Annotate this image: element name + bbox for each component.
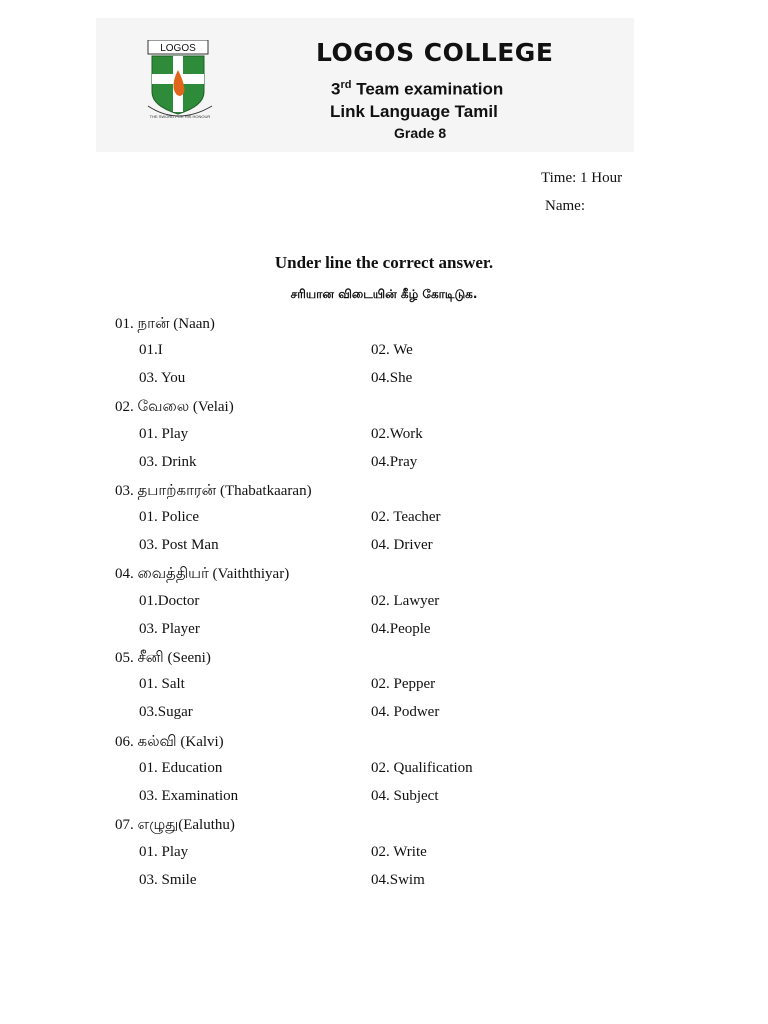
q5-option-4: 04. Podwer [371, 704, 440, 720]
q4-option-4: 04.People [371, 621, 431, 637]
q1-option-2: 02. We [371, 342, 413, 358]
q7-option-4: 04.Swim [371, 872, 425, 888]
instruction-english: Under line the correct answer. [274, 253, 494, 272]
q5-option-3: 03.Sugar [139, 704, 193, 720]
exam-ordinal-suffix: rd [340, 79, 352, 91]
question-5: 05. சீனி (Seeni) [115, 650, 211, 666]
q6-option-3: 03. Examination [139, 788, 239, 804]
grade-label: Grade 8 [394, 125, 447, 141]
q3-option-4: 04. Driver [371, 537, 433, 553]
q7-option-1: 01. Play [139, 844, 189, 860]
name-label: Name: [545, 198, 585, 214]
q6-option-1: 01. Education [139, 760, 223, 776]
q2-option-4: 04.Pray [371, 454, 418, 470]
instruction-tamil: சரியான விடையின் கீழ் கோடிடுக. [290, 287, 478, 301]
q6-option-4: 04. Subject [371, 788, 439, 804]
question-3: 03. தபாற்காரன் (Thabatkaaran) [115, 483, 312, 499]
q5-option-2: 02. Pepper [371, 676, 436, 692]
question-1: 01. நான் (Naan) [115, 316, 215, 332]
q2-option-1: 01. Play [139, 426, 189, 442]
q6-option-2: 02. Qualification [371, 760, 473, 776]
q3-option-2: 02. Teacher [371, 509, 441, 525]
question-2: 02. வேலை (Velai) [115, 399, 234, 415]
exam-title [331, 79, 503, 100]
logo-motto: THE SWORD FOR HIS HONOUR [149, 114, 211, 119]
exam-title-text: Team examination [351, 79, 504, 99]
time-label: Time: 1 Hour [541, 170, 623, 186]
q3-option-3: 03. Post Man [139, 537, 219, 553]
q7-option-3: 03. Smile [139, 872, 197, 888]
q2-option-3: 03. Drink [139, 454, 197, 470]
q7-option-2: 02. Write [371, 844, 427, 860]
q1-option-4: 04.She [371, 370, 413, 386]
exam-ordinal: 3 [331, 79, 341, 99]
q1-option-3: 03. You [139, 370, 186, 386]
q3-option-1: 01. Police [139, 509, 199, 525]
logo-text: LOGOS [160, 43, 196, 54]
college-logo-icon [146, 40, 216, 122]
q1-option-1: 01.I [139, 342, 163, 358]
q4-option-2: 02. Lawyer [371, 593, 440, 609]
q5-option-1: 01. Salt [139, 676, 185, 692]
q4-option-1: 01.Doctor [139, 593, 200, 609]
subject-title: Link Language Tamil [330, 102, 498, 121]
question-6: 06. கல்வி (Kalvi) [115, 734, 224, 750]
question-7: 07. எழுது(Ealuthu) [115, 817, 235, 833]
college-name: LOGOS COLLEGE [316, 38, 554, 67]
question-4: 04. வைத்தியர் (Vaiththiyar) [115, 566, 290, 582]
q2-option-2: 02.Work [371, 426, 423, 442]
q4-option-3: 03. Player [139, 621, 200, 637]
